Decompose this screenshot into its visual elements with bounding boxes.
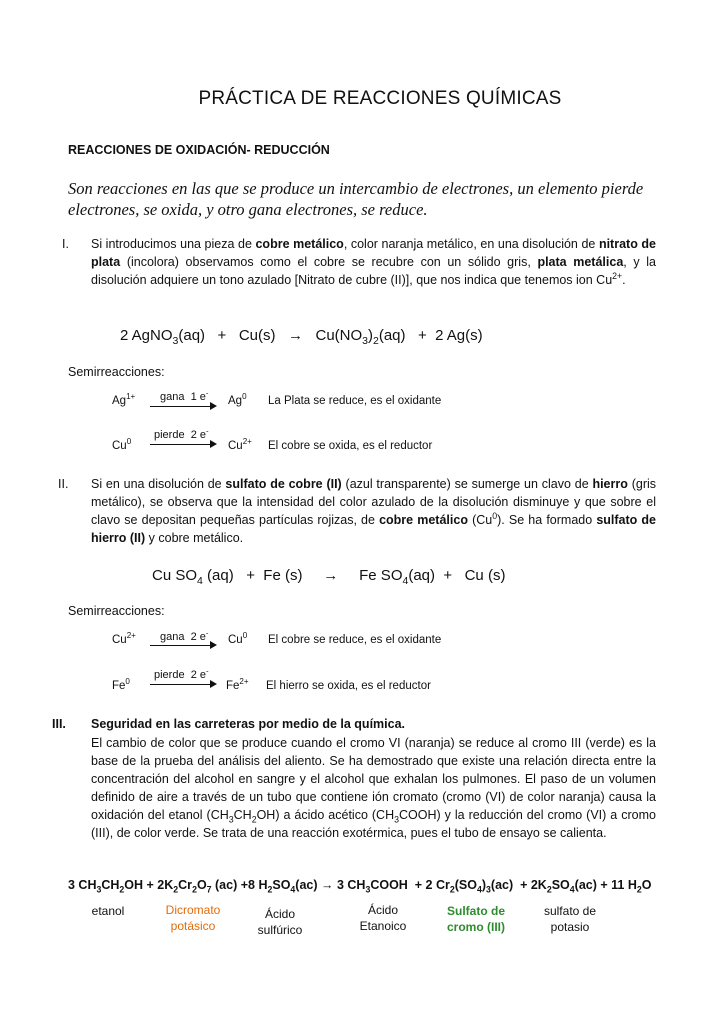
section-3-heading: Seguridad en las carreteras por medio de la química. [91,717,406,731]
half-reaction-reactant: Cu$^0$ [112,437,132,452]
section-subtitle: REACCIONES DE OXIDACIÓN- REDUCCIÓN [68,143,330,157]
half-reaction-note: La Plata se reduce, es el oxidante [268,395,442,407]
section-1-paragraph: Si introducimos una pieza de cobre metálico, color naranja metálico, en una disolución de nitrato de plata (incolora) observamos como el cobre se recubre con un sólido gris, plata metálica, y la disolución adquiere un tono azulado [Nitrato de cubre (II)], que nos indica que tenemos ion $Cu^{2+}$. [91,237,656,287]
section-numeral-2: II. [58,477,69,491]
label-sulfato-potasio: sulfato de potasio [543,904,597,934]
label-dicromato: Dicromato potásico [165,903,221,933]
section-numeral-1: I. [62,237,69,251]
half-reaction-reactant: Fe$^0$ [112,677,130,692]
page-title: PRÁCTICA DE REACCIONES QUÍMICAS [198,88,562,109]
half-reaction-reactant: $Cu^{2+}$ [112,631,136,646]
half-reaction-product: $Cu^{2+}$ [228,437,252,452]
half-reaction-note: El hierro se oxida, es el reductor [266,680,431,692]
electron-transfer-label: pierde 2 e- [154,666,209,681]
equation-breathalyzer: 3 $CH_3CH_2OH + 2K_2Cr_2O_7$ (ac) +8 $H_2SO_4(ac) \to 3$ $CH_3COOH + 2$ $Cr_2(SO_4)_3(ac) + 2K_2SO_4(ac) + 11$ $H_2O$ [68,878,652,895]
intro-paragraph: Son reacciones en las que se produce un intercambio de electrones, un elemento pierde electrones, se oxida, y otro gana electrones, se reduce. [68,179,644,219]
reaction-arrow [150,645,210,646]
half-reaction-reactant: $Ag^{1+}$ [112,392,136,407]
electron-transfer-label: pierde 2 e- [154,426,209,441]
half-reaction-product: Ag$^0$ [228,392,247,407]
arrow-head-icon [210,440,217,448]
label-sulfato-cromo: Sulfato de cromo (III) [446,904,505,934]
half-reaction-note: El cobre se oxida, es el reductor [268,440,433,452]
section-numeral-3: III. [52,717,66,731]
arrow-head-icon [210,641,217,649]
label-etanol: etanol [91,904,125,918]
semirreacciones-label-1: Semirreacciones: [68,365,165,379]
half-reaction-note: El cobre se reduce, es el oxidante [268,634,442,646]
equation-silver-nitrate: 2 AgNO$_3$(aq) + $Cu(s) \to Cu(NO_3)_2(aq) + 2$ Ag(s) [120,327,483,347]
half-reaction-product: $Fe^{2+}$ [226,677,249,692]
section-3-paragraph: El cambio de color que se produce cuando el cromo VI (naranja) se reduce al cromo III (verde) es la base de la prueba del análisis del aliento. Se ha demostrado que existe una relación directa entre la concentración del alcohol en sangre y el alcohol que exhalan los pulmones. El paso de un volumen definido de aire a través de un tubo que contiene ión cromato (cromo (VI) de color naranja) causa la oxidación del etanol $(CH_3CH_2OH)$ a ácido acético $(CH_3COOH)$ y la reducción del cromo (VI) a cromo (III), de color verde. Se trata de una reacción exotérmica, pues el tubo de ensayo se calienta. [91,736,656,840]
reaction-arrow [150,406,210,407]
arrow-head-icon [210,680,217,688]
electron-transfer-label: gana 2 e- [160,628,209,643]
arrow-head-icon [210,402,217,410]
half-reaction-product: Cu$^0$ [228,631,248,646]
label-acido-etanoico: Ácido Etanoico [359,903,407,933]
semirreacciones-label-2: Semirreacciones: [68,604,165,618]
label-acido-sulfurico: Ácido sulfúrico [257,907,303,937]
electron-transfer-label: gana 1 e- [160,388,209,403]
reaction-arrow [150,444,210,445]
section-2-paragraph: Si en una disolución de sulfato de cobre (II) (azul transparente) se sumerge un clavo de hierro (gris metálico), se observa que la intensidad del color azulado de la disolución disminuye y que sobre el clavo se depositan pequeñas partículas rojizas, de cobre metálico (Cu$^0$). Se ha formado sulfato de hierro (II) y cobre metálico. [91,477,657,545]
reaction-arrow [150,684,210,685]
equation-copper-sulfate: Cu $SO_4$ (aq) + Fe (s) → Fe $SO_4(aq) + Cu$ (s) [152,567,506,587]
